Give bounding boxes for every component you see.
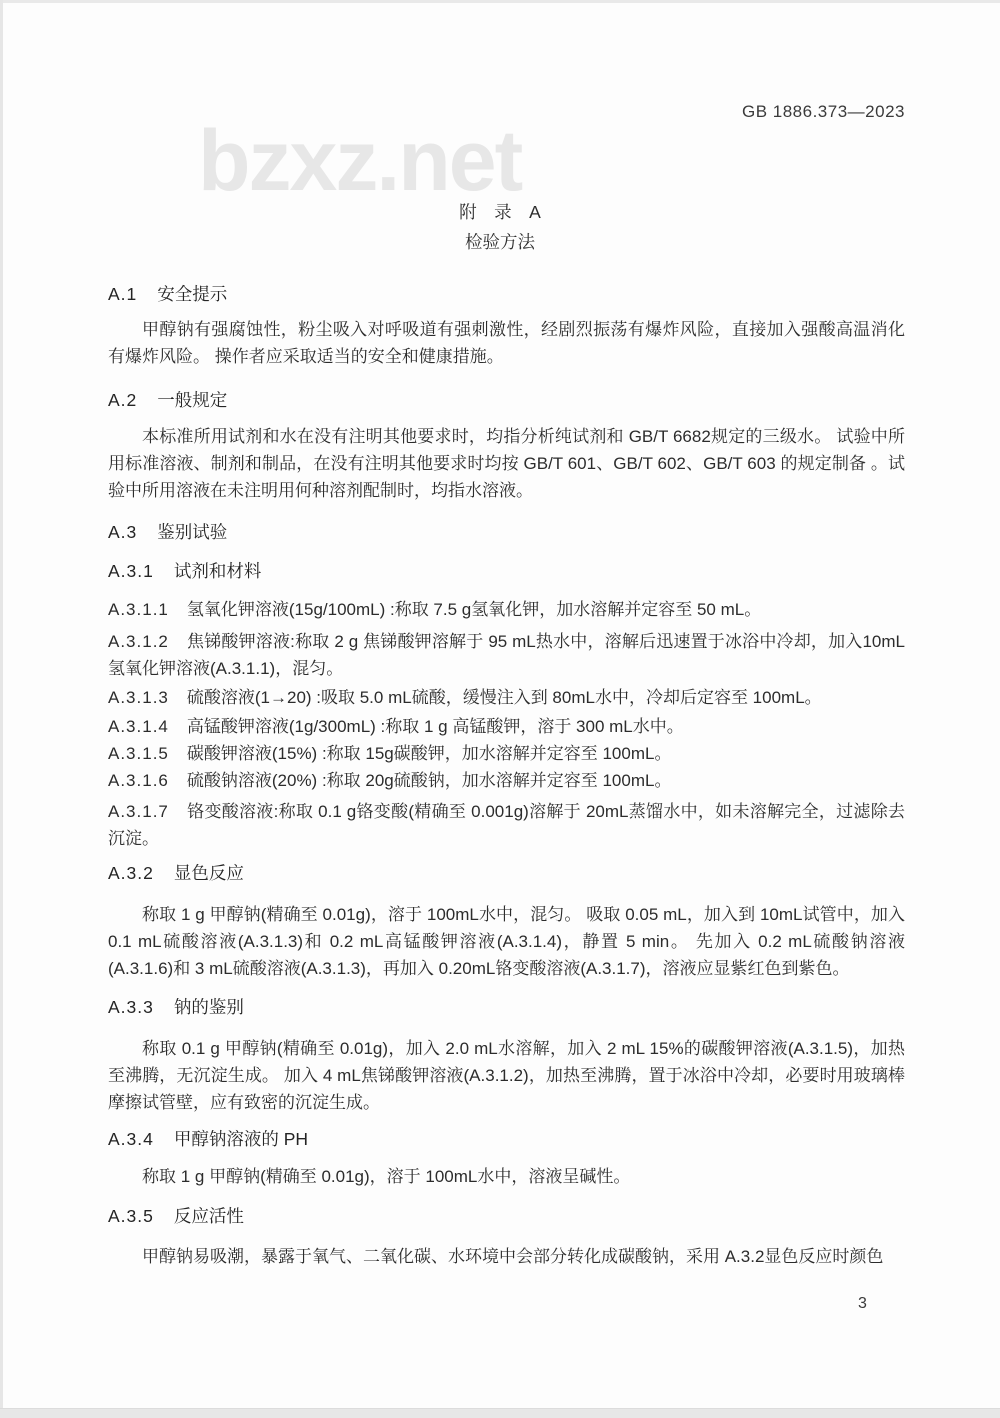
section-number: A.3.2 [108, 863, 154, 883]
section-heading-a35 [108, 1203, 905, 1230]
section-number: A.3.3 [108, 997, 154, 1017]
clause-a315 [108, 740, 905, 767]
clause-text: 硫酸溶液(1→20) :吸取 5.0 mL硫酸，缓慢注入到 80mL水中，冷却后定容至 100mL。 [186, 688, 822, 707]
clause-number: A.3.1.6 [108, 771, 169, 790]
paragraph-a2: 本标准所用试剂和水在没有注明其他要求时，均指分析纯试剂和 GB/T 6682规定的三级水。 试验中所用标准溶液、制剂和制品，在没有注明其他要求时均按 GB/T 601、GB/T 602、GB/T 603 的规定制备 。试验中所用溶液在未注明用何种溶剂配制时，均指水溶液。 [108, 427, 905, 500]
section-heading-a3 [108, 519, 905, 546]
clause-text: 氢氧化钾溶液(15g/100mL) :称取 7.5 g氢氧化钾，加水溶解并定容至 50 mL。 [186, 600, 762, 619]
section-heading-a34 [108, 1126, 905, 1153]
section-number: A.3.5 [108, 1206, 154, 1226]
paragraph-a33: 称取 0.1 g 甲醇钠(精确至 0.01g)，加入 2.0 mL水溶解，加入 2 mL 15%的碳酸钾溶液(A.3.1.5)，加热至沸腾，无沉淀生成。 加入 4 mL焦锑酸钾溶液(A.3.1.2)，加热至沸腾，置于冰浴中冷却，必要时用玻璃棒摩擦试管壁，应有致密的沉淀生成。 [108, 1039, 905, 1112]
watermark-text: bzxz.net [198, 113, 522, 209]
section-number: A.1 [108, 284, 138, 304]
section-title: 显色反应 [173, 863, 244, 883]
appendix-title: 附 录 A [459, 202, 541, 222]
scan-edge-bottom [0, 1408, 1000, 1418]
section-title: 试剂和材料 [173, 561, 262, 581]
standard-number: GB 1886.373—2023 [741, 102, 905, 121]
section-title: 甲醇钠溶液的 PH [173, 1129, 309, 1149]
clause-a314 [108, 713, 905, 740]
paragraph-a35: 甲醇钠易吸潮，暴露于氧气、二氧化碳、水环境中会部分转化成碳酸钠，采用 A.3.2显色反应时颜色 [142, 1247, 884, 1266]
clause-a313 [108, 684, 905, 711]
clause-number: A.3.1.5 [108, 744, 169, 763]
clause-a311 [108, 596, 905, 623]
section-heading-a1 [108, 281, 905, 308]
section-number: A.2 [108, 390, 138, 410]
appendix-subtitle: 检验方法 [465, 232, 535, 252]
paragraph-a34: 称取 1 g 甲醇钠(精确至 0.01g)，溶于 100mL水中，溶液呈碱性。 [142, 1167, 631, 1186]
clause-number: A.3.1.2 [108, 632, 169, 651]
clause-text: 铬变酸溶液:称取 0.1 g铬变酸(精确至 0.001g)溶解于 20mL蒸馏水中，如未溶解完全，过滤除去沉淀。 [108, 802, 905, 848]
section-number: A.3 [108, 522, 138, 542]
clause-a317 [108, 798, 905, 852]
section-heading-a31 [108, 558, 905, 585]
section-title: 钠的鉴别 [173, 997, 244, 1017]
section-heading-a32 [108, 860, 905, 887]
paragraph-a32: 称取 1 g 甲醇钠(精确至 0.01g)，溶于 100mL水中，混匀。 吸取 0.05 mL，加入到 10mL试管中，加入 0.1 mL硫酸溶液(A.3.1.3)和 0.2 mL高锰酸钾溶液(A.3.1.4)，静置 5 min。 先加入 0.2 mL硫酸钠溶液(A.3.1.6)和 3 mL硫酸溶液(A.3.1.3)，再加入 0.20mL铬变酸溶液(A.3.1.7)，溶液应显紫红色到紫色。 [108, 905, 905, 978]
clause-number: A.3.1.4 [108, 717, 169, 736]
clause-a316 [108, 767, 905, 794]
section-title: 一般规定 [157, 390, 228, 410]
clause-number: A.3.1.1 [108, 600, 169, 619]
clause-text: 焦锑酸钾溶液:称取 2 g 焦锑酸钾溶解于 95 mL热水中，溶解后迅速置于冰浴中冷却，加入10mL氢氧化钾溶液(A.3.1.1)，混匀。 [108, 632, 905, 678]
section-number: A.3.1 [108, 561, 154, 581]
clause-number: A.3.1.7 [108, 802, 169, 821]
section-title: 反应活性 [173, 1206, 244, 1226]
document-body [108, 0, 905, 1270]
section-heading-a2 [108, 387, 905, 414]
clause-text: 高锰酸钾溶液(1g/300mL) :称取 1 g 高锰酸钾，溶于 300 mL水中。 [186, 717, 684, 736]
clause-text: 硫酸钠溶液(20%) :称取 20g硫酸钠，加水溶解并定容至 100mL。 [186, 771, 672, 790]
paragraph-a1: 甲醇钠有强腐蚀性，粉尘吸入对呼吸道有强刺激性，经剧烈振荡有爆炸风险，直接加入强酸高温消化有爆炸风险。 操作者应采取适当的安全和健康措施。 [108, 320, 905, 366]
section-title: 鉴别试验 [157, 522, 228, 542]
section-number: A.3.4 [108, 1129, 154, 1149]
section-title: 安全提示 [157, 284, 228, 304]
section-heading-a33 [108, 994, 905, 1021]
clause-number: A.3.1.3 [108, 688, 169, 707]
clause-a312 [108, 628, 905, 682]
clause-text: 碳酸钾溶液(15%) :称取 15g碳酸钾，加水溶解并定容至 100mL。 [186, 744, 672, 763]
page-number: 3 [858, 1295, 867, 1312]
